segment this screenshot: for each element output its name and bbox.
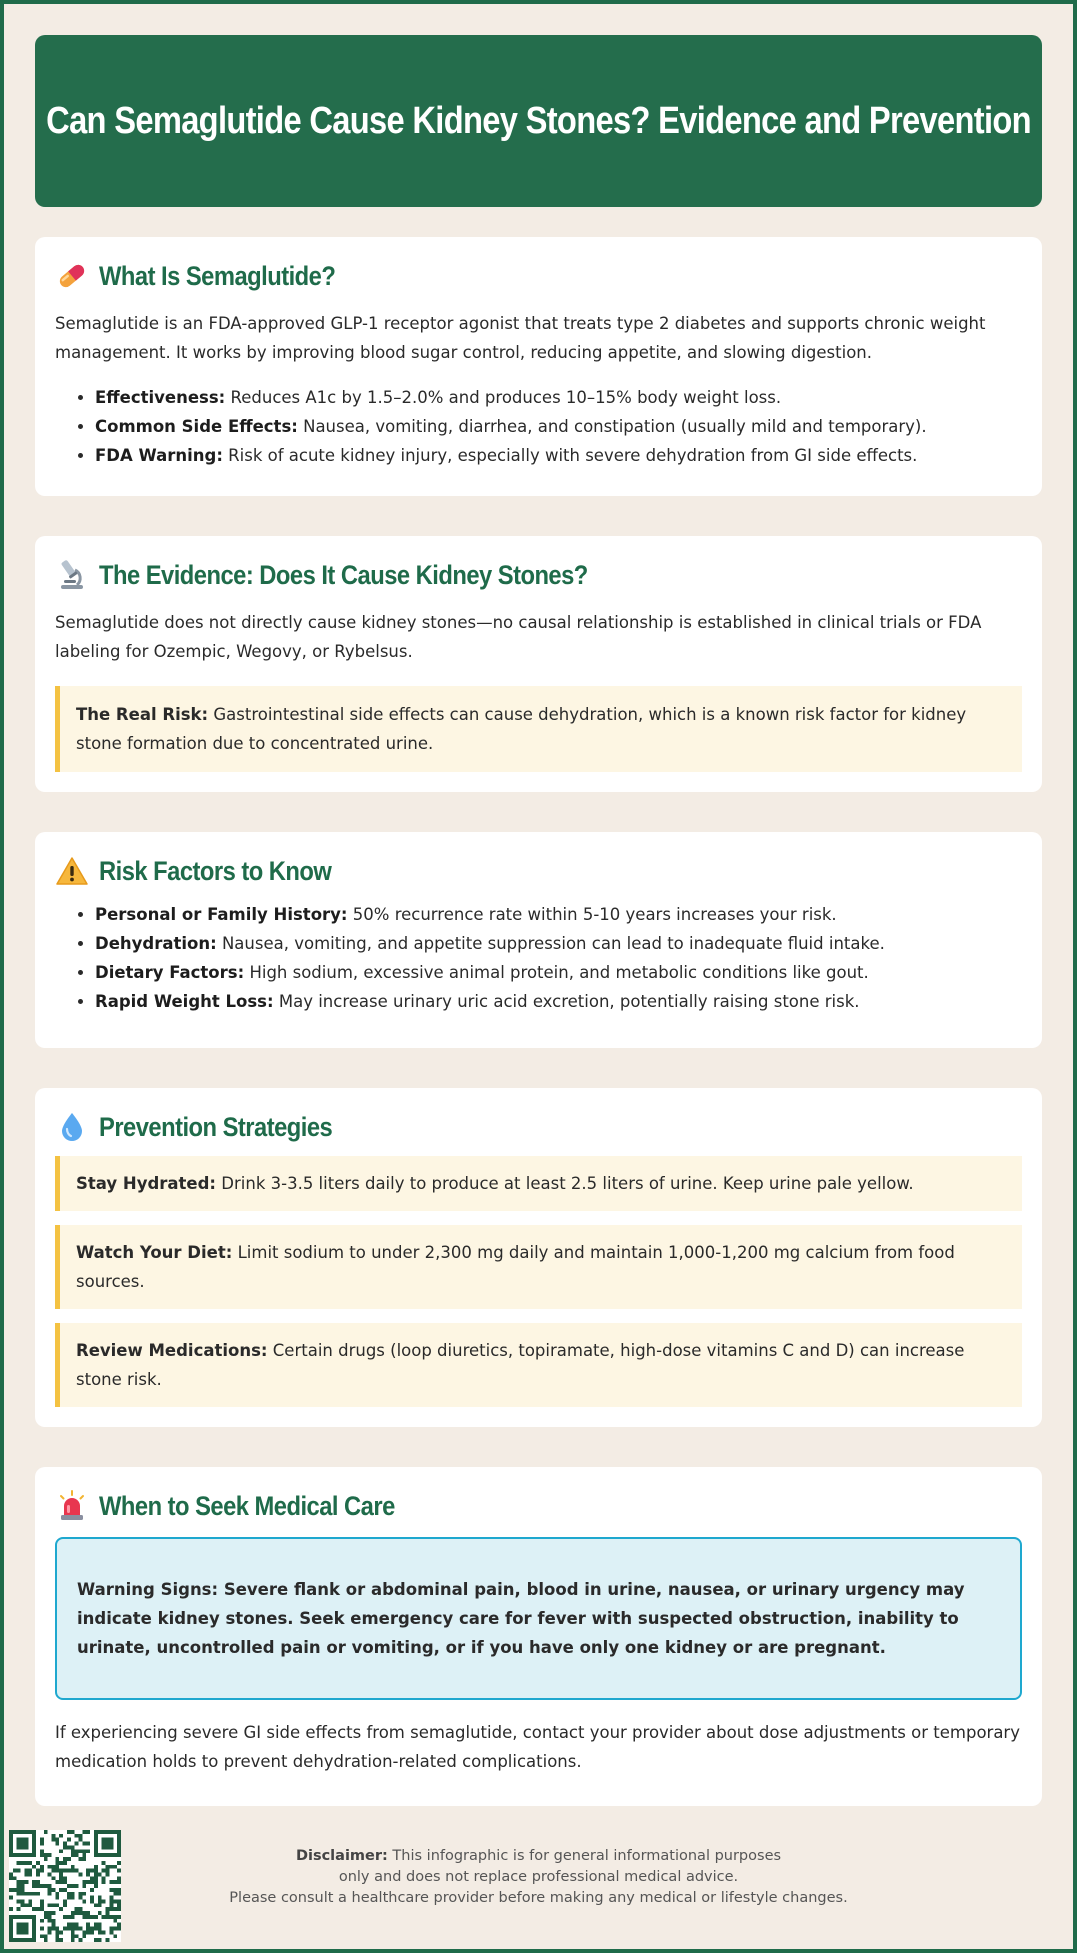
section-header [55,259,1022,293]
item-label: FDA Warning: [95,446,223,465]
list-item [95,441,1022,470]
section-evidence [35,536,1042,792]
risk-factors-list [55,900,1022,1016]
prevention-item-medications [55,1323,1022,1407]
item-label: Review Medications: [76,1341,268,1360]
section-intro: Semaglutide does not directly cause kidney stones—no causal relationship is established in clinical trials or FDA labeling for Ozempic, Wegovy, or Rybelsus. [55,613,982,661]
section-what-is-semaglutide [35,237,1042,496]
item-label: Dehydration: [95,934,217,953]
item-label: Personal or Family History: [95,905,348,924]
item-label: Common Side Effects: [95,417,298,436]
section-title: Prevention Strategies [99,1111,333,1142]
item-text: Reduces A1c by 1.5–2.0% and produces 10–15% body weight loss. [225,388,782,407]
microscope-icon [55,558,89,592]
section-title: What Is Semaglutide? [99,260,336,291]
item-text: Certain drugs (loop diuretics, topiramate, high-dose vitamins C and D) can increase stone risk. [76,1341,965,1389]
item-text: Nausea, vomiting, diarrhea, and constipation (usually mild and temporary). [297,417,927,436]
section-intro: Semaglutide is an FDA-approved GLP-1 receptor agonist that treats type 2 diabetes and supports chronic weight management. It works by improving blood sugar control, reducing appetite, and slowing digestion. [55,314,986,362]
section-header [55,1489,1022,1523]
real-risk-callout [55,686,1022,772]
section-risk-factors [35,832,1042,1048]
disclaimer-line-2: only and does not replace professional medical advice. [338,1869,739,1885]
page-title: Can Semaglutide Cause Kidney Stones? Evidence and Prevention [46,99,1031,142]
disclaimer-line-1: This infographic is for general informational purposes [387,1848,782,1864]
section-header [55,854,1022,888]
prevention-item-diet [55,1225,1022,1309]
callout-text: Gastrointestinal side effects can cause dehydration, which is a known risk factor for kidney stone formation due to concentrated urine. [76,705,967,753]
item-text: Drink 3-3.5 liters daily to produce at least 2.5 liters of urine. Keep urine pale yellow. [216,1174,914,1193]
section-header [55,558,1022,592]
section-outro: If experiencing severe GI side effects from semaglutide, contact your provider about dose adjustments or temporary medication holds to prevent dehydration-related complications. [55,1723,1020,1771]
warning-signs-box: Warning Signs: Severe flank or abdominal pain, blood in urine, nausea, or urinary urgency may indicate kidney stones. Seek emergency care for fever with suspected obstruction, inability to urinate, uncontrolled pain or vomiting, or if you have only one kidney or are pregnant. [55,1537,1022,1700]
list-item [95,958,1022,987]
section-prevention [35,1088,1042,1427]
key-facts-list [55,383,1022,470]
siren-icon [55,1489,89,1523]
list-item [95,929,1022,958]
prevention-item-hydration [55,1156,1022,1211]
item-label: Dietary Factors: [95,963,245,982]
item-label: Stay Hydrated: [76,1174,217,1193]
pill-icon [55,259,89,293]
disclaimer-label: Disclaimer: [295,1848,388,1864]
disclaimer [0,1846,1077,1909]
item-text: Limit sodium to under 2,300 mg daily and maintain 1,000-1,200 mg calcium from food sources. [76,1243,955,1291]
list-item [95,383,1022,412]
item-text: May increase urinary uric acid excretion, potentially raising stone risk. [273,992,860,1011]
item-text: 50% recurrence rate within 5-10 years increases your risk. [347,905,837,924]
item-text: High sodium, excessive animal protein, and metabolic conditions like gout. [244,963,869,982]
item-text: Nausea, vomiting, and appetite suppression can lead to inadequate fluid intake. [216,934,885,953]
section-title: When to Seek Medical Care [99,1490,395,1521]
item-text: Risk of acute kidney injury, especially with severe dehydration from GI side effects. [222,446,918,465]
list-item [95,987,1022,1016]
disclaimer-line-3: Please consult a healthcare provider before making any medical or lifestyle changes. [229,1890,848,1906]
droplet-icon [55,1110,89,1144]
infographic [35,35,1042,1846]
item-label: Effectiveness: [95,388,226,407]
title-banner [35,35,1042,207]
item-label: Watch Your Diet: [76,1243,233,1262]
item-label: Rapid Weight Loss: [95,992,274,1011]
warning-icon [55,854,89,888]
footer [0,1830,1077,1953]
section-title: The Evidence: Does It Cause Kidney Stones? [99,559,588,590]
section-title: Risk Factors to Know [99,855,332,886]
list-item [95,412,1022,441]
section-header [55,1110,1022,1144]
section-medical-care [35,1467,1042,1806]
list-item [95,900,1022,929]
callout-label: The Real Risk: [76,705,209,724]
